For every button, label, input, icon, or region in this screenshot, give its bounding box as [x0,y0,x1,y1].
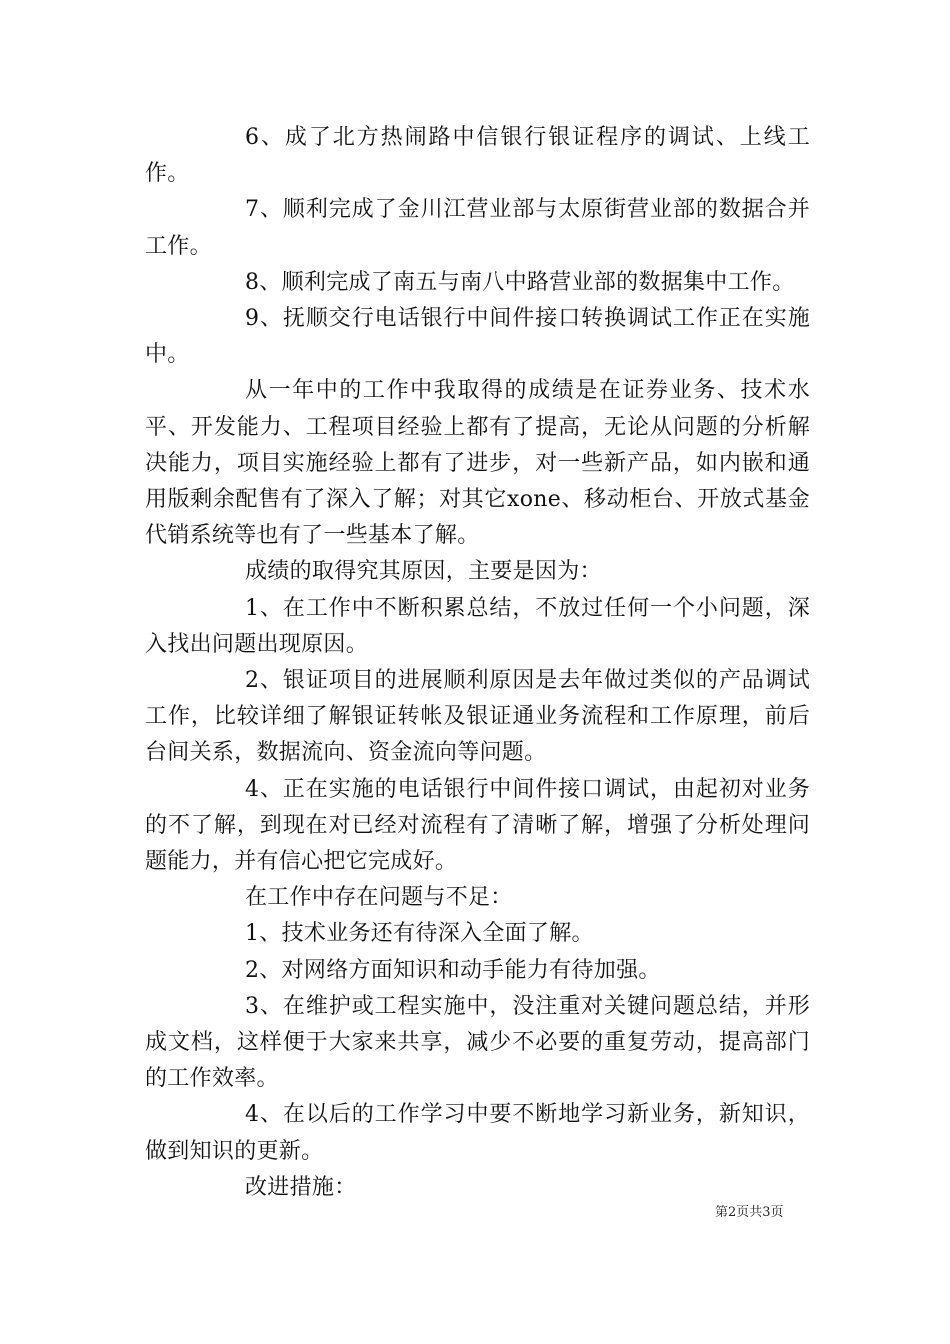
paragraph: 8、顺利完成了南五与南八中路营业部的数据集中工作。 [245,269,795,295]
paragraph: 2、银证项目的进展顺利原因是去年做过类似的产品调试工作，比较详细了解银证转帐及银证通业务流程和工作原理，前后台间关系，数据流向、资金流向等问题。 [145,668,810,766]
paragraph: 1、在工作中不断积累总结，不放过任何一个小问题，深入找出问题出现原因。 [145,595,810,657]
paragraph: 6、成了北方热闹路中信银行银证程序的调试、上线工作。 [145,125,810,187]
paragraph: 9、抚顺交行电话银行中间件接口转换调试工作正在实施中。 [145,306,810,368]
paragraph: 改进措施： [245,1174,357,1200]
document-body [145,120,810,1206]
paragraph: 4、在以后的工作学习中要不断地学习新业务，新知识，做到知识的更新。 [145,1102,810,1164]
paragraph: 从一年中的工作中我取得的成绩是在证券业务、技术水平、开发能力、工程项目经验上都有了提高，无论从问题的分析解决能力，项目实施经验上都有了进步，对一些新产品，如内嵌和通用版剩余配售有了深入了解；对其它xone、移动柜台、开放式基金代销系统等也有了一些基本了解。 [145,378,810,549]
paragraph: 1、技术业务还有待深入全面了解。 [245,921,594,947]
page-number-footer: 第2页共3页 [715,1205,784,1220]
paragraph: 成绩的取得究其原因，主要是因为： [245,559,602,585]
paragraph: 7、顺利完成了金川江营业部与太原街营业部的数据合并工作。 [145,197,810,259]
paragraph: 2、对网络方面知识和动手能力有待加强。 [245,957,661,983]
paragraph: 4、正在实施的电话银行中间件接口调试，由起初对业务的不了解，到现在对已经对流程有了清晰了解，增强了分析处理问题能力，并有信心把它完成好。 [145,776,810,875]
paragraph: 在工作中存在问题与不足： [245,885,513,911]
paragraph: 3、在维护或工程实施中，没注重对关键问题总结，并形成文档，这样便于大家来共享，减少不必要的重复劳动，提高部门的工作效率。 [145,993,810,1092]
